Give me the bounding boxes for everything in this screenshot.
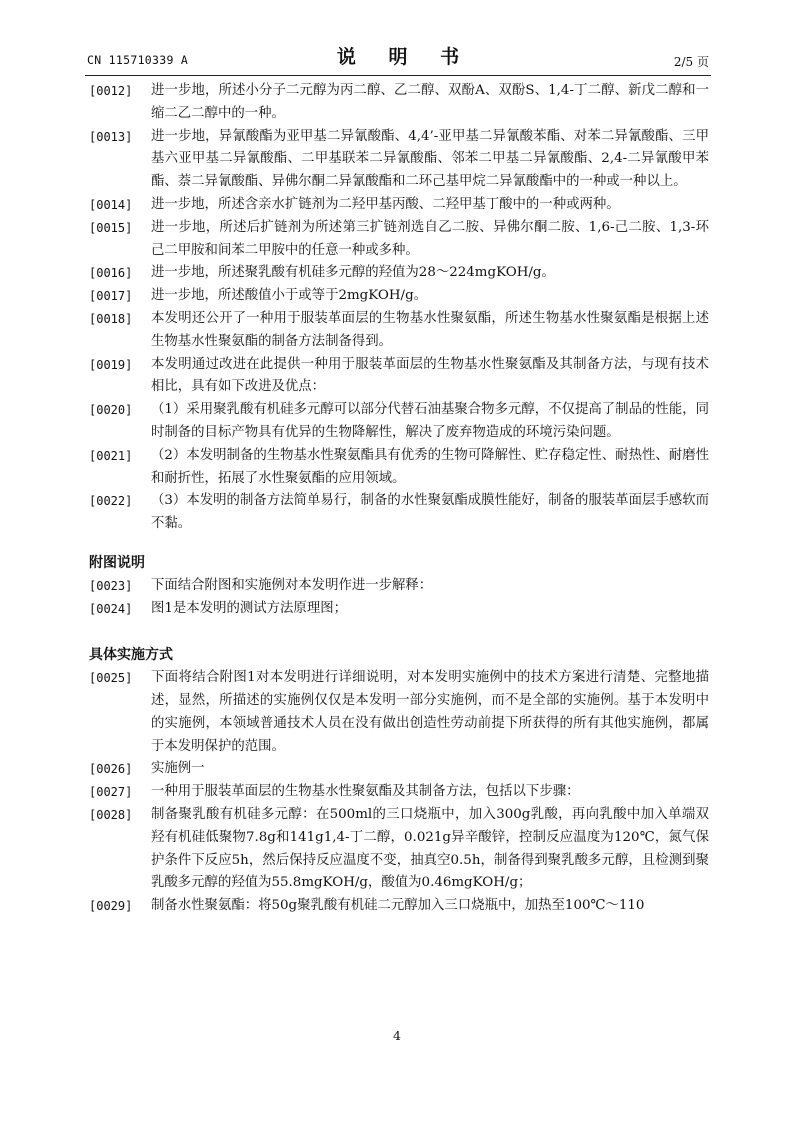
paragraph-number: [0019] [89, 357, 133, 372]
paragraph-number: [0017] [89, 289, 133, 304]
paragraph-text: 制备聚乳酸有机硅多元醇：在500ml的三口烧瓶中，加入300g乳酸，再向乳酸中加入单端双羟有机硅低聚物7.8g和141g1,4-丁二醇，0.021g异辛酸锌，控制反应温度为120℃，氮气保护条件下反应5h，然后保持反应温度不变，抽真空0.5h，制备得到聚乳酸多元醇，且检测到聚乳酸多元醇的羟值为55.8mgKOH/g，酸值为0.46mgKOH/g； [151, 806, 709, 891]
paragraph-number: [0028] [89, 807, 133, 822]
paragraph-number: [0020] [89, 403, 133, 418]
paragraph-text: 本发明还公开了一种用于服装革面层的生物基水性聚氨酯，所述生物基水性聚氨酯是根据上述生物基水性聚氨酯的制备方法制备得到。 [151, 310, 709, 349]
paragraph-number: [0016] [89, 266, 133, 281]
page-indicator: 2/5 页 [673, 55, 709, 69]
paragraph-text: 进一步地，所述聚乳酸有机硅多元醇的羟值为28～224mgKOH/g。 [151, 265, 555, 281]
paragraph-text: 进一步地，所述含亲水扩链剂为二羟甲基丙酸、二羟甲基丁酸中的一种或两种。 [151, 196, 620, 212]
page-number: 4 [393, 1028, 401, 1043]
paragraph [89, 217, 709, 263]
section-heading-embodiments: 具体实施方式 [89, 647, 173, 664]
paragraph-text: 实施例一 [151, 761, 205, 777]
paragraph [89, 80, 709, 126]
paragraph-text: 一种用于服装革面层的生物基水性聚氨酯及其制备方法，包括以下步骤： [151, 784, 580, 800]
paragraph-number: [0026] [89, 762, 133, 777]
paragraph-text: 进一步地，所述小分子二元醇为丙二醇、乙二醇、双酚A、双酚S、1,4-丁二醇、新戊二醇和一缩二乙二醇中的一种。 [151, 83, 709, 121]
paragraph-number: [0024] [89, 601, 133, 616]
paragraph-number: [0025] [89, 671, 133, 686]
document-number: CN 115710339 A [87, 53, 189, 67]
paragraph [89, 598, 709, 621]
document-title: 说 明 书 [336, 46, 473, 68]
paragraph [89, 758, 709, 781]
paragraph-text: 图1是本发明的测试方法原理图； [151, 600, 347, 616]
paragraph-number: [0023] [89, 578, 133, 593]
paragraph-number: [0021] [89, 448, 133, 463]
paragraph [89, 781, 709, 804]
paragraph [89, 285, 709, 308]
paragraph-group-top [89, 80, 709, 536]
paragraph [89, 575, 709, 598]
paragraph-text: （1）采用聚乳酸有机硅多元醇可以部分代替石油基聚合物多元醇，不仅提高了制品的性能，同时制备的目标产物具有优异的生物降解性，解决了废弃物造成的环境污染问题。 [151, 402, 709, 440]
paragraph [89, 667, 709, 758]
paragraph [89, 490, 709, 536]
paragraph [89, 354, 709, 400]
section-heading-drawings: 附图说明 [89, 554, 145, 571]
paragraph-number: [0013] [89, 129, 133, 144]
paragraph-number: [0015] [89, 220, 133, 235]
paragraph-number: [0022] [89, 494, 133, 509]
paragraph-text: （2）本发明制备的生物基水性聚氨酯具有优秀的生物可降解性、贮存稳定性、耐热性、耐磨性和耐折性，拓展了水性聚氨酯的应用领域。 [151, 447, 709, 486]
paragraph-number: [0027] [89, 785, 133, 800]
page-header [87, 42, 709, 72]
paragraph-group-embodiments [89, 667, 709, 918]
paragraph-text: 制备水性聚氨酯：将50g聚乳酸有机硅二元醇加入三口烧瓶中，加热至100℃～110 [151, 898, 645, 914]
paragraph-text: 进一步地，异氰酸酯为亚甲基二异氰酸酯、4,4’-亚甲基二异氰酸苯酯、对苯二异氰酸酯、三甲基六亚甲基二异氰酸酯、二甲基联苯二异氰酸酯、邻苯二甲基二异氰酸酯、2,4-二异氰酸甲苯酯、萘二异氰酸酯、异佛尔酮二异氰酸酯和二环己基甲烷二异氰酸酯中的一种或一种以上。 [151, 128, 709, 190]
paragraph [89, 804, 709, 895]
paragraph-number: [0018] [89, 311, 133, 326]
paragraph [89, 895, 709, 918]
document-body [89, 80, 709, 918]
paragraph [89, 445, 709, 491]
paragraph [89, 308, 709, 354]
paragraph-text: 本发明通过改进在此提供一种用于服装革面层的生物基水性聚氨酯及其制备方法，与现有技术相比，具有如下改进及优点： [151, 356, 709, 395]
paragraph [89, 262, 709, 285]
paragraph [89, 194, 709, 217]
paragraph-group-drawings [89, 575, 709, 621]
paragraph-text: 进一步地，所述后扩链剂为所述第三扩链剂选自乙二胺、异佛尔酮二胺、1,6-己二胺、1,3-环己二甲胺和间苯二甲胺中的任意一种或多种。 [151, 219, 709, 258]
paragraph-number: [0029] [89, 899, 133, 914]
paragraph-text: 下面将结合附图1对本发明进行详细说明，对本发明实施例中的技术方案进行清楚、完整地描述，显然，所描述的实施例仅仅是本发明一部分实施例，而不是全部的实施例。基于本发明中的实施例，本领域普通技术人员在没有做出创造性劳动前提下所获得的所有其他实施例，都属于本发明保护的范围。 [151, 670, 709, 754]
paragraph [89, 399, 709, 445]
paragraph-text: 进一步地，所述酸值小于或等于2mgKOH/g。 [151, 288, 428, 304]
paragraph-number: [0012] [89, 84, 133, 98]
paragraph-text: 下面结合附图和实施例对本发明作进一步解释： [151, 577, 433, 593]
header-divider [85, 75, 711, 76]
paragraph [89, 126, 709, 194]
paragraph-number: [0014] [89, 197, 133, 212]
paragraph-text: （3）本发明的制备方法简单易行，制备的水性聚氨酯成膜性能好，制备的服装革面层手感软而不黏。 [151, 493, 709, 532]
